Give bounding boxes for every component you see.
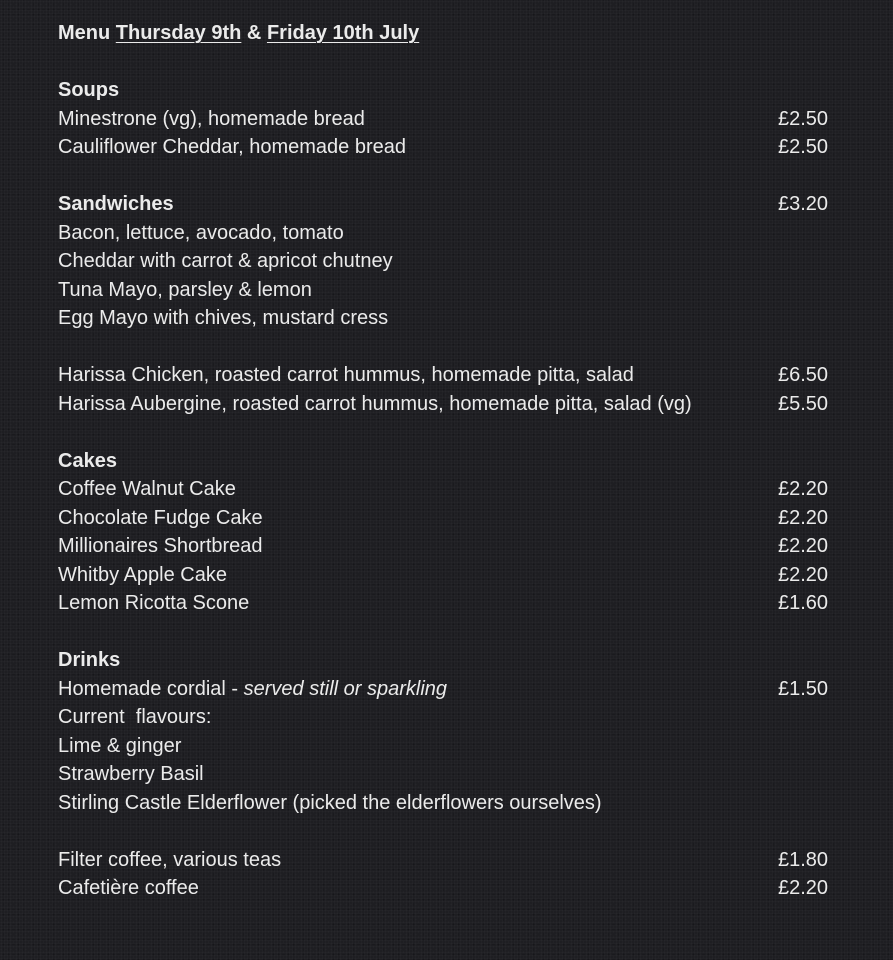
menu-item-name: Millionaires Shortbread [58, 535, 263, 557]
menu-item-price: £5.50 [778, 392, 829, 415]
menu-item-price: £1.50 [778, 677, 829, 700]
menu-item [58, 846, 833, 875]
menu-document [58, 19, 833, 903]
menu-item-price: £6.50 [778, 364, 829, 386]
menu-item-name: Coffee Walnut Cake [58, 478, 236, 500]
menu-item [58, 133, 833, 162]
section-gap [58, 618, 833, 647]
menu-item-price: £2.20 [778, 478, 829, 500]
menu-title-amp: & [246, 22, 262, 44]
menu-item [58, 675, 833, 704]
section-gap [58, 333, 833, 362]
menu-item [58, 304, 833, 333]
menu-item [58, 105, 833, 134]
drinks-heading-row [58, 646, 833, 675]
flavours-label: Current flavours: [58, 706, 212, 728]
drinks-heading: Drinks [58, 649, 121, 671]
cakes-heading: Cakes [58, 449, 117, 472]
menu-item-name: Bacon, lettuce, avocado, tomato [58, 221, 344, 244]
sandwiches-heading: Sandwiches [58, 193, 174, 215]
menu-title-prefix: Menu [58, 22, 111, 44]
menu-title [58, 19, 833, 48]
menu-item [58, 361, 833, 390]
menu-item-name: Cauliflower Cheddar, homemade bread [58, 136, 406, 158]
menu-item [58, 874, 833, 903]
soups-heading-row [58, 76, 833, 105]
menu-item-name: Whitby Apple Cake [58, 563, 227, 586]
cordial-name: Homemade cordial - [58, 677, 244, 700]
menu-item-price: £2.20 [778, 877, 829, 899]
flavours-label-row [58, 703, 833, 732]
menu-item-name: Filter coffee, various teas [58, 848, 282, 871]
section-gap [58, 48, 833, 77]
menu-item [58, 475, 833, 504]
menu-item-price: £2.50 [778, 107, 829, 130]
menu-item [58, 589, 833, 618]
flavour-name: Lime & ginger [58, 734, 182, 757]
menu-item-price: £1.60 [778, 592, 829, 614]
flavour-name: Strawberry Basil [58, 763, 204, 785]
menu-item-price: £1.80 [778, 848, 829, 871]
menu-item [58, 504, 833, 533]
menu-item-name: Harissa Chicken, roasted carrot hummus, homemade pitta, salad [58, 364, 634, 386]
menu-item-price: £2.20 [778, 506, 829, 529]
menu-item-price: £2.50 [778, 136, 829, 158]
menu-item [58, 390, 833, 419]
sandwiches-heading-row [58, 190, 833, 219]
section-gap [58, 817, 833, 846]
flavour-item [58, 760, 833, 789]
menu-item-name: Minestrone (vg), homemade bread [58, 107, 365, 130]
cordial-note: served still or sparkling [243, 677, 448, 700]
menu-item-name: Lemon Ricotta Scone [58, 592, 250, 614]
menu-item-name: Tuna Mayo, parsley & lemon [58, 278, 312, 301]
flavour-name: Stirling Castle Elderflower (picked the elderflowers ourselves) [58, 791, 602, 814]
soups-heading: Soups [58, 79, 120, 101]
section-gap [58, 418, 833, 447]
menu-item-name: Cafetière coffee [58, 877, 199, 899]
menu-item [58, 276, 833, 305]
menu-item-price: £2.20 [778, 563, 829, 586]
flavour-item [58, 732, 833, 761]
menu-item [58, 532, 833, 561]
menu-item-name: Harissa Aubergine, roasted carrot hummus, homemade pitta, salad (vg) [58, 392, 692, 415]
menu-title-day2: Friday 10th July [266, 22, 420, 44]
menu-item-price: £2.20 [778, 535, 829, 557]
menu-item-name: Chocolate Fudge Cake [58, 506, 263, 529]
section-gap [58, 162, 833, 191]
menu-item [58, 561, 833, 590]
menu-title-day1: Thursday 9th [115, 22, 242, 44]
menu-item [58, 219, 833, 248]
sandwiches-price: £3.20 [778, 193, 829, 215]
menu-item-name: Cheddar with carrot & apricot chutney [58, 250, 393, 272]
menu-item-name: Egg Mayo with chives, mustard cress [58, 307, 389, 329]
cakes-heading-row [58, 447, 833, 476]
menu-item [58, 247, 833, 276]
flavour-item [58, 789, 833, 818]
